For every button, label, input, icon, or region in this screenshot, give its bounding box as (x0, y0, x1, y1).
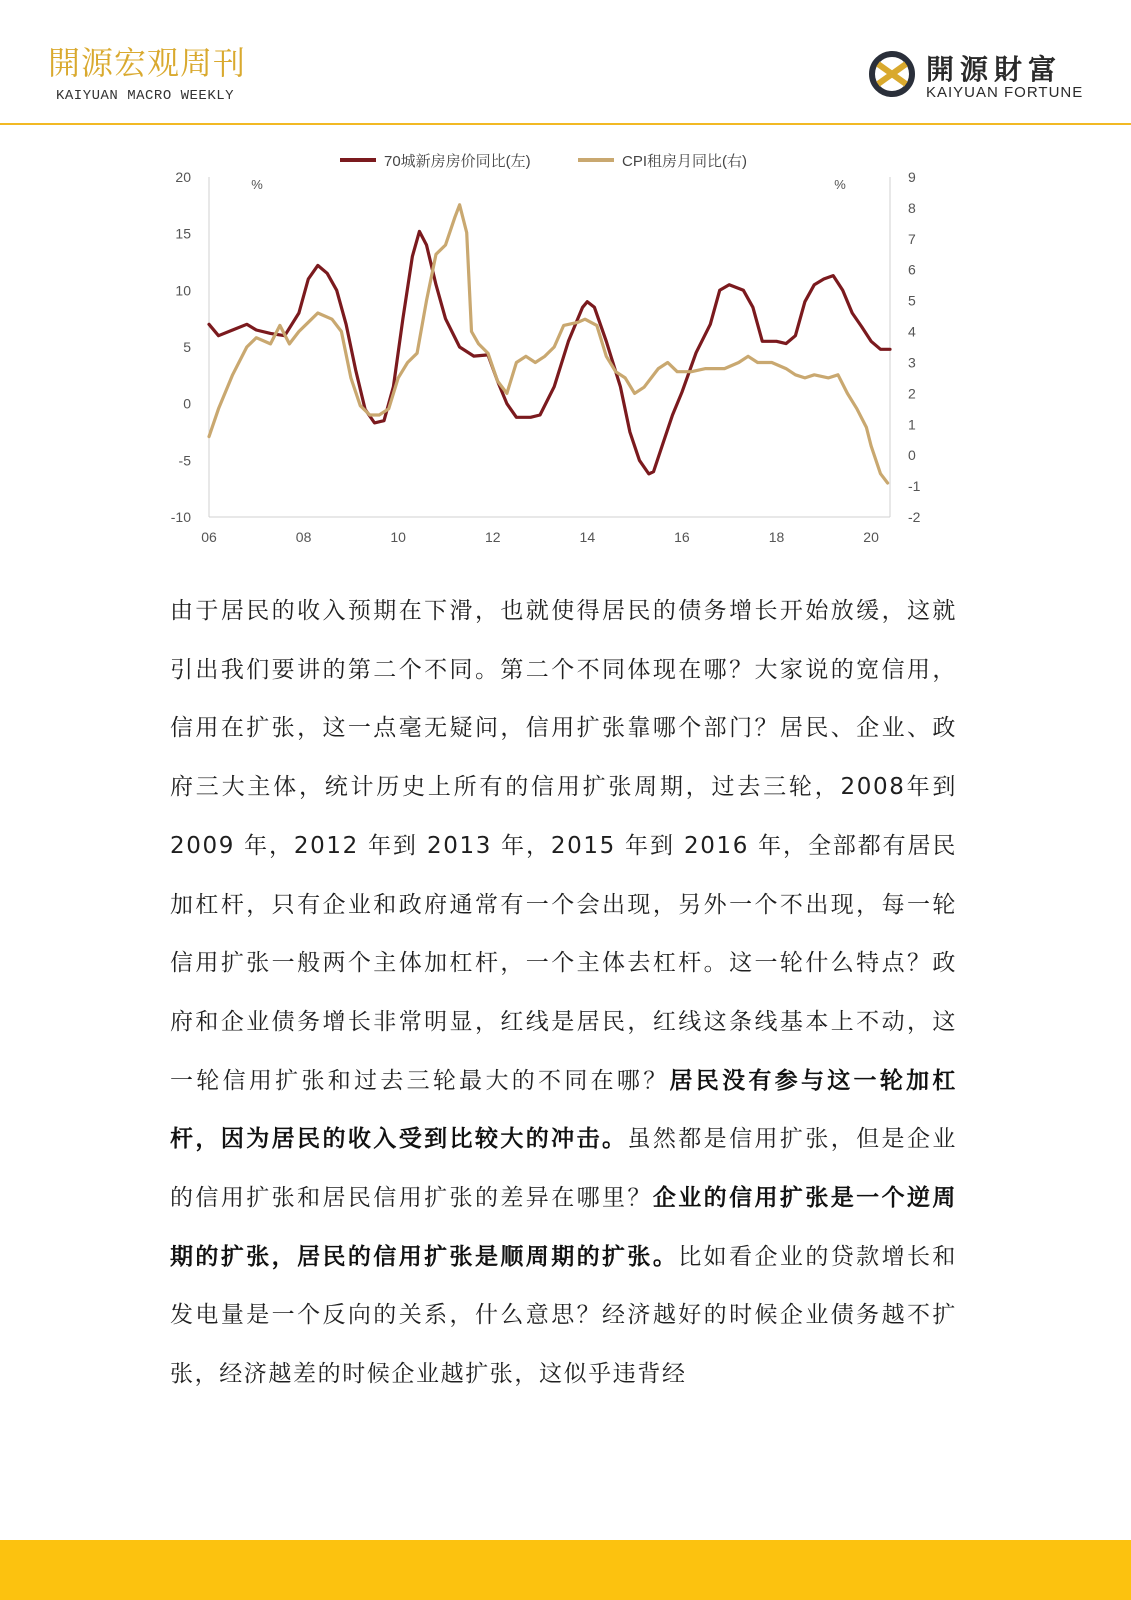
legend-label-2: CPI租房月同比(右) (622, 153, 747, 170)
logo-text-en: KAIYUAN FORTUNE (926, 84, 1084, 101)
y-left-tick-label: 15 (175, 225, 191, 242)
y-right-tick-label: 3 (908, 354, 916, 371)
x-tick-label: 08 (295, 529, 312, 545)
footer-band (0, 1540, 1131, 1600)
y-right-tick-label: 7 (908, 230, 916, 247)
y-left-tick-label: 20 (175, 169, 191, 185)
legend-label-1: 70城新房房价同比(左) (384, 153, 531, 170)
article-text-plain-1: 由于居民的收入预期在下滑，也就使得居民的债务增长开始放缓，这就引出我们要讲的第二个不同。第二个不同体现在哪？大家说的宽信用，信用在扩张，这一点毫无疑问，信用扩张靠哪个部门？居民、企业、政府三大主体，统计历史上所有的信用扩张周期，过去三轮，2008年到 2009 年，2012 年到 2013 年，2015 年到 2016 年，全部都有居民加杠杆，只有企业和政府通常有一个会出现，另外一个不出现，每一轮信用扩张一般两个主体加杠杆，一个主体去杠杆。这一轮什么特点？政府和企业债务增长非常明显，红线是居民，红线这条线基本上不动，这一轮信用扩张和过去三轮最大的不同在哪？ (170, 598, 957, 1094)
y-left-tick-label: -5 (178, 452, 191, 469)
y-right-tick-label: 6 (908, 261, 916, 278)
y-left-tick-label: 5 (183, 339, 191, 355)
y-right-tick-label: 1 (908, 416, 916, 433)
x-tick-label: 14 (579, 529, 596, 545)
y-right-tick-label: 4 (908, 323, 916, 340)
y-left-tick-label: -10 (170, 509, 191, 525)
x-tick-label: 12 (484, 529, 501, 545)
y-right-tick-label: -2 (908, 509, 921, 525)
publication-subtitle: KAIYUAN MACRO WEEKLY (56, 88, 235, 104)
y-right-tick-label: 9 (908, 169, 916, 185)
y-right-unit-label: % (834, 177, 846, 192)
article-text-plain-2: 虽然都是信用扩张，但是企业的信用扩张和居民信用扩张的差异在哪里？ (170, 1126, 957, 1212)
x-tick-label: 18 (768, 529, 785, 545)
logo-text-cn: 開源財富 (926, 53, 1063, 86)
y-right-tick-label: -1 (908, 478, 921, 495)
article-text-bold-1: 居民没有参与这一轮加杠杆，因为居民的收入受到比较大的冲击。 (170, 1067, 957, 1153)
article-text-plain-3: 比如看企业的贷款增长和发电量是一个反向的关系，什么意思？经济越好的时候企业债务越不扩张，经济越差的时候企业越扩张，这似乎违背经 (170, 1243, 957, 1388)
publication-title: 開源宏观周刊 (48, 44, 247, 82)
y-right-tick-label: 0 (908, 447, 916, 464)
chart-canvas (160, 140, 960, 570)
y-right-tick-label: 8 (908, 199, 916, 216)
header-divider (0, 123, 1131, 125)
y-left-tick-label: 0 (183, 395, 191, 412)
kaiyuan-fortune-logo (866, 48, 1088, 104)
x-tick-label: 06 (201, 529, 217, 545)
x-tick-label: 16 (674, 529, 690, 545)
article-body (170, 582, 957, 1404)
y-left-tick-label: 10 (175, 282, 191, 299)
x-tick-label: 10 (390, 529, 406, 545)
y-right-tick-label: 2 (908, 385, 916, 402)
x-tick-label: 20 (863, 529, 879, 545)
y-right-tick-label: 5 (908, 292, 916, 309)
kaiyuan-logo-icon (866, 48, 918, 100)
house-price-vs-rent-chart (160, 140, 960, 570)
y-left-unit-label: % (251, 177, 263, 192)
article-text-bold-2: 企业的信用扩张是一个逆周期的扩张，居民的信用扩张是顺周期的扩张。 (170, 1185, 958, 1270)
